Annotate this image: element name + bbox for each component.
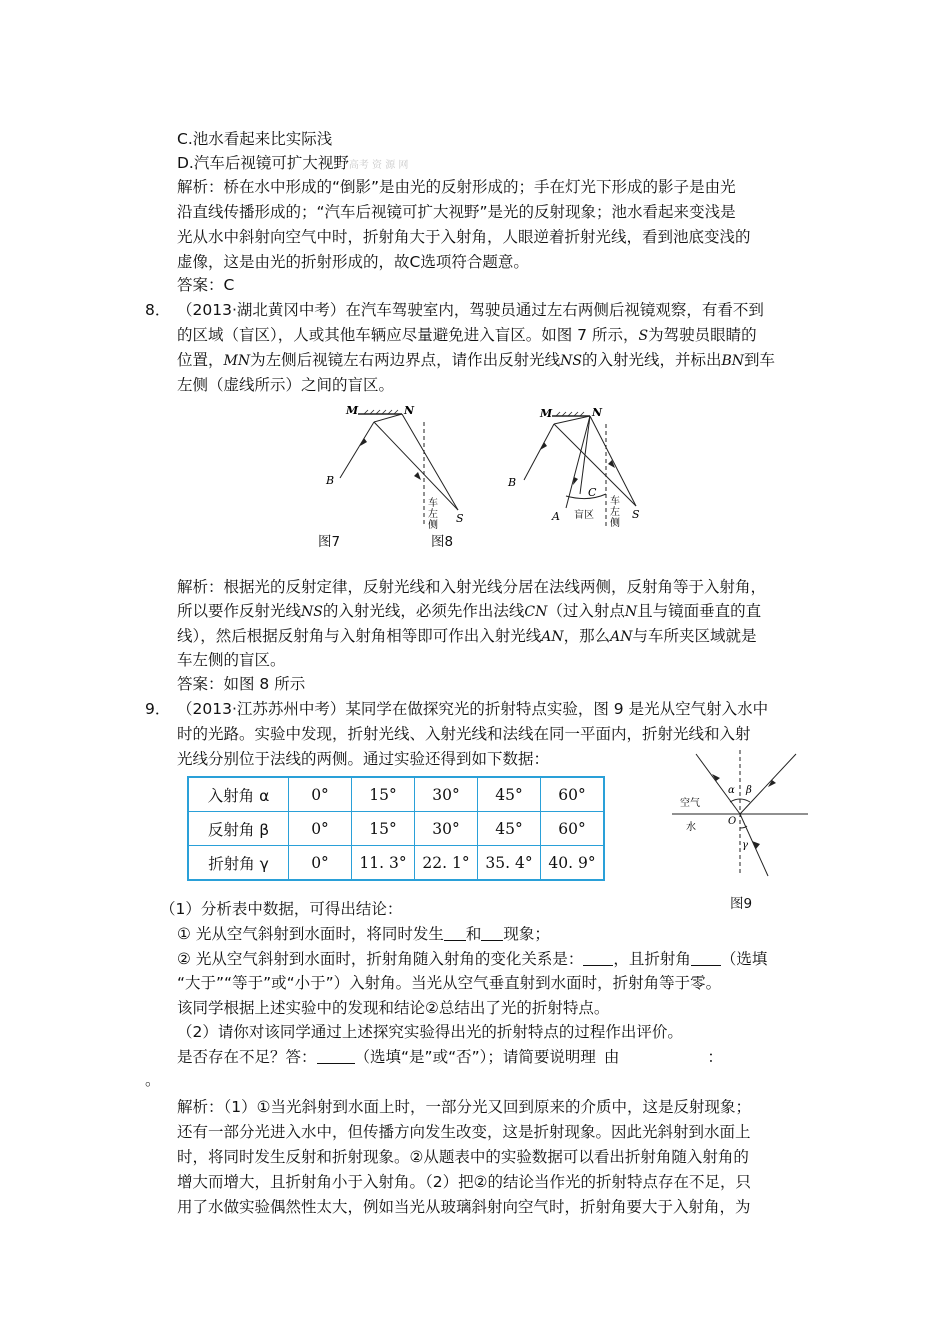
figure-9 <box>672 748 812 908</box>
q8-analysis-3 <box>177 624 757 649</box>
label-beta: β <box>746 785 752 796</box>
q8-number: 8． <box>145 301 171 319</box>
q8-line-3-a: 位置， <box>177 351 224 369</box>
table-row <box>188 812 604 846</box>
q8-analysis-2-d: 且与镜面垂直的直 <box>637 602 762 620</box>
label-car-2: 左 <box>428 509 438 520</box>
cell: 11. 3° <box>352 846 415 881</box>
q8-line-3-d: 到车 <box>744 351 776 369</box>
label-gamma: γ <box>742 840 748 851</box>
cell: 15° <box>352 777 415 812</box>
q9-conclusion-2 <box>177 947 767 971</box>
data-table <box>187 776 605 881</box>
q9-part2-end: 。 <box>145 1071 161 1089</box>
cell: 40. 9° <box>541 846 605 881</box>
cell: 15° <box>352 812 415 846</box>
label-water: 水 <box>686 822 696 833</box>
q8-analysis-2 <box>177 599 761 624</box>
q8-line-2-a: 的区域（盲区），人或其他车辆应尽量避免进入盲区。如图 7 所示， <box>177 326 639 344</box>
cell: 30° <box>415 812 478 846</box>
q9-c1-b: 和 <box>465 925 482 943</box>
q9-c1-c: 现象； <box>503 925 550 943</box>
q9-c2-c: （选填 <box>720 950 768 968</box>
cell: 60° <box>541 777 605 812</box>
blank-4[interactable] <box>691 949 721 966</box>
q8-analysis-2-b: 的入射光线，必须先作出法线 <box>322 602 525 620</box>
fig7-caption: 图7 <box>318 534 341 550</box>
q9-c2-b: ，且折射角 <box>613 950 691 968</box>
q8-line-4: 左侧（虚线所示）之间的盲区。 <box>177 376 395 394</box>
watermark: 高考 资 源 网 <box>348 160 409 171</box>
label-car-3: 侧 <box>428 520 438 531</box>
label-air: 空气 <box>680 798 700 809</box>
q9-p2b-b: （选填“是”或“否”）；请简要说明理 <box>354 1048 596 1066</box>
cell: 45° <box>478 812 541 846</box>
option-d <box>177 151 408 178</box>
var-cn: CN <box>524 604 548 620</box>
q9-conclusion-3: “大于”“等于”或“小于”）入射角。当光从空气垂直射到水面时，折射角等于零。 <box>177 974 722 992</box>
var-an: AN <box>541 629 564 645</box>
q7-answer: 答案：C <box>177 276 235 294</box>
table-row <box>188 777 604 812</box>
label-alpha: α <box>728 785 735 796</box>
label-car-5: 左 <box>610 507 620 518</box>
option-c: C.池水看起来比实际浅 <box>177 130 333 148</box>
var-s: S <box>638 328 649 344</box>
q8-analysis-3-b: ，那么 <box>563 627 611 645</box>
q9-p2b-c: 由 <box>603 1048 620 1066</box>
label-b-2: B <box>508 476 517 489</box>
cell: 45° <box>478 777 541 812</box>
q9-part1: （1）分析表中数据，可得出结论： <box>160 900 403 918</box>
q9-number: 9． <box>145 700 171 718</box>
label-a: A <box>552 510 560 523</box>
q9-line-2: 时的光路。实验中发现，折射光线、入射光线和法线在同一平面内，折射光线和入射 <box>177 725 751 743</box>
var-n: N <box>624 604 638 620</box>
q8-line-1: （2013·湖北黄冈中考）在汽车驾驶室内，驾驶员通过左右两侧后视镜观察，有看不到 <box>177 301 764 319</box>
q8-analysis-2-a: 所以要作反射光线 <box>177 602 302 620</box>
label-b: B <box>326 474 335 487</box>
q9-analysis-3: 时，将同时发生反射和折射现象。②从题表中的实验数据可以看出折射角随入射角的 <box>177 1148 749 1166</box>
q9-analysis-4: 增大而增大，且折射角小于入射角。（2）把②的结论当作光的折射特点存在不足，只 <box>177 1173 752 1191</box>
var-bn: BN <box>721 353 745 369</box>
q9-part2: （2）请你对该同学通过上述探究实验得出光的折射特点的过程作出评价。 <box>177 1023 683 1041</box>
q8-line-3 <box>177 348 775 373</box>
cell: 0° <box>289 846 352 881</box>
q9-analysis-2: 还有一部分光进入水中，但传播方向发生改变，这是折射现象。因此光斜射到水面上 <box>177 1123 751 1141</box>
q9-p2b-a: 是否存在不足？答： <box>177 1048 317 1066</box>
var-mn: MN <box>223 353 251 369</box>
label-m-2: M <box>540 407 553 420</box>
label-n-2: N <box>592 406 603 419</box>
label-s-2: S <box>632 508 640 521</box>
q9-line-1: （2013·江苏苏州中考）某同学在做探究光的折射特点实验，图 9 是光从空气射入水中 <box>177 700 769 718</box>
row-label: 入射角 α <box>188 777 289 812</box>
q8-analysis-3-a: 线），然后根据反射角与入射角相等即可作出入射光线 <box>177 627 542 645</box>
cell: 60° <box>541 812 605 846</box>
var-ns-2: NS <box>301 604 323 620</box>
q7-analysis-1: 解析：桥在水中形成的“倒影”是由光的反射形成的；手在灯光下形成的影子是由光 <box>177 178 736 196</box>
q9-conclusion-1 <box>177 922 550 946</box>
q9-analysis-1: 解析：（1）①当光斜射到水面上时，一部分光又回到原来的介质中，这是反射现象； <box>177 1098 752 1116</box>
label-car-4: 车 <box>610 496 620 507</box>
blank-1[interactable] <box>444 924 466 941</box>
row-label: 反射角 β <box>188 812 289 846</box>
q8-answer: 答案：如图 8 所示 <box>177 675 306 693</box>
q7-analysis-3: 光从水中斜射向空气中时，折射角大于入射角，人眼逆着折射光线，看到池底变浅的 <box>177 228 751 246</box>
figure-7 <box>318 402 478 532</box>
q9-part2-b <box>177 1045 723 1069</box>
label-c: C <box>588 486 597 499</box>
label-s: S <box>456 512 464 525</box>
var-an-2: AN <box>610 629 633 645</box>
q8-analysis-2-c: （过入射点 <box>547 602 625 620</box>
option-d-text: D.汽车后视镜可扩大视野 <box>177 154 349 172</box>
label-n: N <box>404 404 415 417</box>
label-o: O <box>728 816 737 827</box>
q8-analysis-3-c: 与车所夹区域就是 <box>632 627 757 645</box>
q7-analysis-4: 虚像，这是由光的折射形成的，故C选项符合题意。 <box>177 253 529 271</box>
cell: 22. 1° <box>415 846 478 881</box>
blank-2[interactable] <box>481 924 503 941</box>
q7-analysis-2: 沿直线传播形成的；“汽车后视镜可扩大视野”是光的反射现象；池水看起来变浅是 <box>177 203 736 221</box>
q8-analysis-4: 车左侧的盲区。 <box>177 651 286 669</box>
blank-3[interactable] <box>583 949 613 966</box>
fig8-caption: 图8 <box>431 534 454 550</box>
label-car-1: 车 <box>428 498 438 509</box>
blank-5[interactable] <box>317 1047 355 1064</box>
q9-p2b-d: ： <box>707 1048 723 1066</box>
cell: 30° <box>415 777 478 812</box>
q9-c2-a: ② 光从空气斜射到水面时，折射角随入射角的变化关系是： <box>177 950 584 968</box>
table-row <box>188 846 604 881</box>
figure-8 <box>500 402 660 532</box>
q9-c1-a: ① 光从空气斜射到水面时，将同时发生 <box>177 925 444 943</box>
cell: 0° <box>289 777 352 812</box>
q9-analysis-5: 用了水做实验偶然性太大，例如当光从玻璃斜射向空气时，折射角要大于入射角，为 <box>177 1198 751 1216</box>
fig9-caption: 图9 <box>730 896 753 912</box>
q8-line-2 <box>177 323 757 348</box>
q8-line-3-c: 的入射光线，并标出 <box>581 351 722 369</box>
cell: 0° <box>289 812 352 846</box>
label-blind-zone: 盲区 <box>574 510 594 521</box>
label-car-6: 侧 <box>610 518 620 529</box>
q9-line-3: 光线分别位于法线的两侧。通过实验还得到如下数据： <box>177 750 550 768</box>
q9-conclusion-4: 该同学根据上述实验中的发现和结论②总结出了光的折射特点。 <box>177 999 610 1017</box>
q8-analysis-1: 解析：根据光的反射定律，反射光线和入射光线分居在法线两侧，反射角等于入射角， <box>177 578 767 596</box>
label-m: M <box>346 404 359 417</box>
row-label: 折射角 γ <box>188 846 289 881</box>
cell: 35. 4° <box>478 846 541 881</box>
q8-line-2-b: 为驾驶员眼睛的 <box>648 326 757 344</box>
var-ns: NS <box>560 353 582 369</box>
q8-line-3-b: 为左侧后视镜左右两边界点，请作出反射光线 <box>250 351 561 369</box>
